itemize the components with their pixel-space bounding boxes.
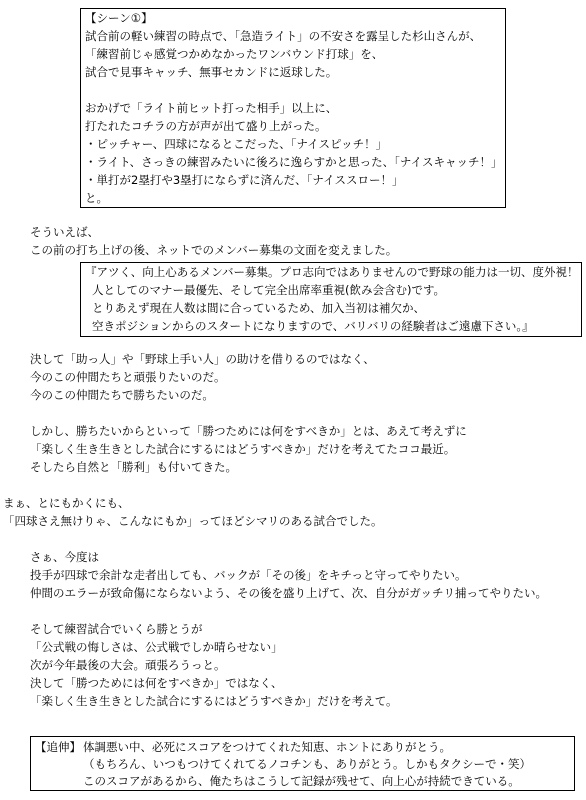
scene-box: [80, 8, 506, 208]
scene-line: ・ピッチャー、四球になるとこだった、「ナイスピッチ！」: [85, 137, 388, 151]
scene-line: と。: [85, 191, 108, 205]
body-line: 「公式戦の悔しさは、公式戦でしか晴らせない」: [30, 640, 283, 654]
body-line: しかし、勝ちたいからといって「勝つためには何をすべきか」とは、あえて考えずに: [30, 424, 467, 438]
postscript-line: このスコアがあるから、俺たちはこうして記録が残せて、向上心が持続できている。: [83, 774, 520, 788]
body-line: 「楽しく生き生きとした試合にするにはどうすべきか」だけを考えて。: [30, 694, 398, 708]
body-line: さぁ、今度は: [30, 550, 99, 564]
scene-heading: 【シーン①】: [85, 11, 153, 25]
body-line: 投手が四球で余計な走者出しても、バックが「その後」をキチっと守ってやりたい。: [30, 568, 467, 582]
scene-line: おかげで「ライト前ヒット打った相手」以上に、: [85, 101, 338, 115]
body-line: 決して「勝つためには何をすべきか」ではなく、: [30, 676, 283, 690]
scene-line: 試合前の軽い練習の時点で、「急造ライト」の不安さを露呈した杉山さんが、: [85, 29, 482, 43]
scene-line: 打たれたコチラの方が声が出て盛り上がった。: [85, 119, 327, 133]
body-line: 仲間のエラーが致命傷にならないよう、その後を盛り上げて、次、自分がガッチリ捕ってやりたい。: [30, 586, 548, 600]
recruit-box: [80, 262, 582, 337]
scene-line: 「練習前じゃ感覚つかめなかったワンバウンド打球」を、: [85, 47, 384, 61]
recruit-line: とりあえず現在人数は間に合っているため、加入当初は補欠か、: [92, 301, 426, 315]
scene-line: ・ライト、さっきの練習みたいに後ろに逸らすかと思った、「ナイスキャッチ！」: [85, 155, 503, 169]
postscript-line: （もちろん、いつもつけてくれてるノコチンも、ありがとう。しかもタクシーで・笑）: [83, 757, 532, 771]
body-line: 今のこの仲間たちと頑張りたいのだ。: [30, 370, 226, 384]
postscript-box: [30, 736, 575, 791]
body-line: 次が今年最後の大会。頑張ろうっと。: [30, 658, 226, 672]
postscript-label: 【追伸】: [35, 740, 81, 754]
body-line: 今のこの仲間たちで勝ちたいのだ。: [30, 388, 214, 402]
body-line: 決して「助っ人」や「野球上手い人」の助けを借りるのではなく、: [30, 352, 375, 366]
postscript-line: 体調悪い中、必死にスコアをつけてくれた知恵、ホントにありがとう。: [83, 740, 451, 754]
body-line: そして練習試合でいくら勝とうが: [30, 622, 203, 636]
recruit-line: 人としてのマナー最優先、そして完全出席率重視(飲み会含む)です。: [92, 283, 446, 297]
body-line: そしたら自然と「勝利」も付いてきた。: [30, 460, 237, 474]
scene-line: 試合で見事キャッチ、無事セカンドに返球した。: [85, 65, 338, 79]
intro-line: この前の打ち上げの後、ネットでのメンバー募集の文面を変えました。: [30, 243, 398, 257]
body-line: まぁ、とにもかくにも、: [3, 496, 130, 510]
recruit-line: 『アツく、向上心あるメンバー募集。プロ志向ではありませんので野球の能力は一切、度外視！: [85, 265, 579, 279]
intro-line: そういえば、: [30, 225, 99, 239]
scene-line: ・単打が2塁打や3塁打にならずに済んだ、「ナイススロー！」: [85, 173, 404, 187]
body-line: 「四球さえ無けりゃ、こんなにもか」ってほどシマリのある試合でした。: [3, 514, 383, 528]
recruit-line: 空きポジションからのスタートになりますので、バリバリの経験者はご遠慮下さい。』: [92, 319, 534, 333]
body-line: 「楽しく生き生きとした試合にするにはどうすべきか」だけを考えてたココ最近。: [30, 442, 456, 456]
